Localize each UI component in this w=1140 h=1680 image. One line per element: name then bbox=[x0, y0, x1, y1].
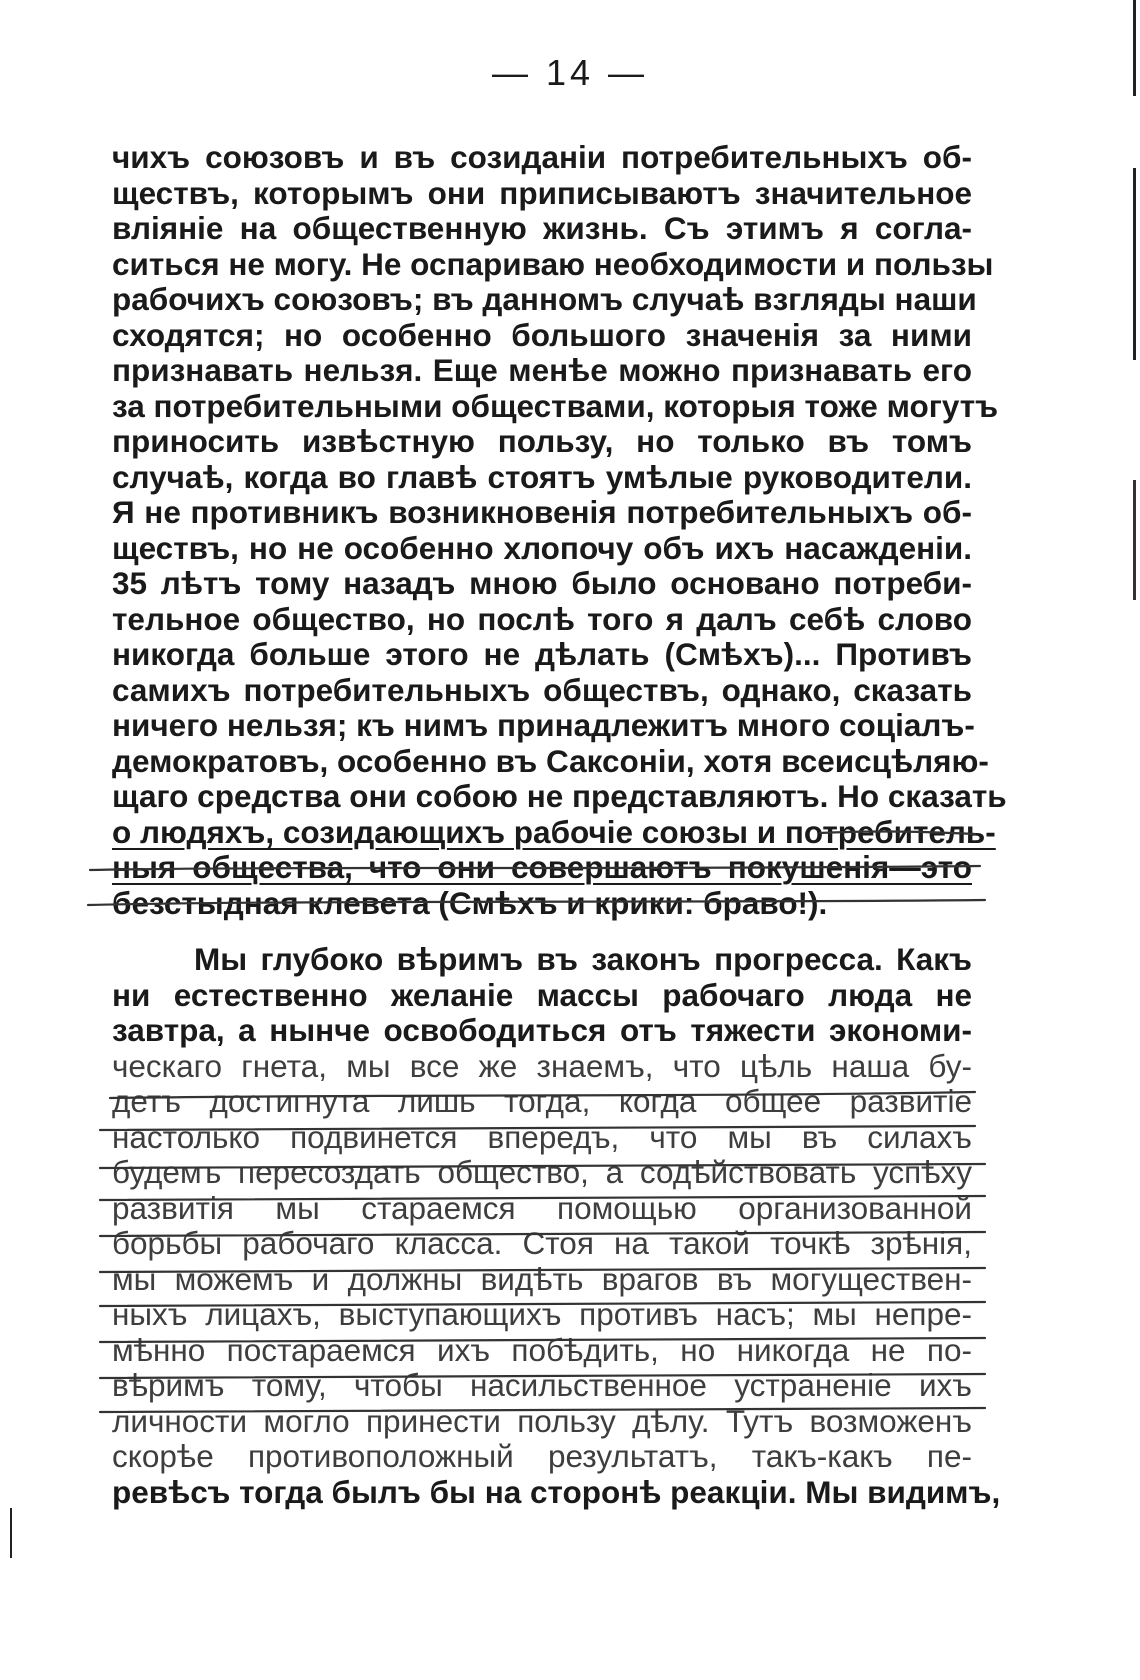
text-line: Мы глубоко вѣримъ въ законъ прогресса. Какъ bbox=[194, 941, 972, 977]
text-line: настолько подвинется впередъ, что мы въ силахъ bbox=[112, 1118, 972, 1155]
text-line: ществъ, но не особенно хлопочу объ ихъ насажденіи. bbox=[112, 529, 972, 566]
text-line: самихъ потребительныхъ обществъ, однако, сказать bbox=[112, 671, 972, 708]
text-line: случаѣ, когда во главѣ стоятъ умѣлые руководители. bbox=[112, 458, 972, 495]
text-line: безстыдная клевета (Смѣхъ и крики: браво!). bbox=[112, 884, 828, 921]
text-line: мы можемъ и должны видѣть врагов въ могуществен- bbox=[112, 1260, 972, 1297]
text-line: чихъ союзовъ и въ созиданіи потребительныхъ об- bbox=[112, 139, 972, 175]
text-line: будемъ пересоздать общество, а содѣйствовать успѣху bbox=[112, 1154, 972, 1190]
text-line: приносить извѣстную пользу, но только въ томъ bbox=[112, 423, 972, 459]
text-line: развитія мы стараемся помощью организованной bbox=[112, 1189, 972, 1226]
text-line: щаго средства они собою не представляютъ. Но сказать bbox=[112, 778, 1007, 814]
text-line: демократовъ, особенно въ Саксоніи, хотя всеисцѣляю- bbox=[112, 742, 989, 779]
text-line: вліяніе на общественную жизнь. Съ этимъ я согла- bbox=[112, 210, 972, 246]
scan-edge-mark bbox=[1133, 0, 1136, 1200]
scan-edge-mark bbox=[10, 1508, 12, 1558]
text-line: вѣримъ тому, чтобы насильственное устраненіе ихъ bbox=[112, 1367, 972, 1403]
text-line: 35 лѣтъ тому назадъ мною было основано потреби- bbox=[112, 565, 972, 601]
text-line: ситься не могу. Не оспариваю необходимости и пользы bbox=[112, 245, 994, 282]
page-number: — 14 — bbox=[491, 52, 649, 93]
paragraph-1 bbox=[112, 139, 1007, 921]
text-line: личности могло принести пользу дѣлу. Тутъ возможенъ bbox=[112, 1402, 972, 1439]
text-line: ревѣсъ тогда былъ бы на сторонѣ реакціи. Мы видимъ, bbox=[112, 1473, 1001, 1510]
text-line: рабочихъ союзовъ; въ данномъ случаѣ взгляды наши bbox=[112, 281, 977, 317]
text-line: за потребительными обществами, которыя тоже могутъ bbox=[112, 387, 999, 424]
text-line: борьбы рабочаго класса. Стоя на такой точкѣ зрѣнія, bbox=[112, 1225, 972, 1261]
text-line: детъ достигнута лишь тогда, когда общее развитіе bbox=[112, 1083, 972, 1119]
text-line: скорѣе противоположный результатъ, такъ-какъ пе- bbox=[112, 1438, 972, 1474]
text-line: мѣнно постараемся ихъ побѣдить, но никогда не по- bbox=[112, 1331, 972, 1368]
text-line: тельное общество, но послѣ того я далъ себѣ слово bbox=[112, 600, 972, 637]
text-line: ныхъ лицахъ, выступающихъ противъ насъ; мы непре- bbox=[112, 1296, 972, 1332]
text-line: сходятся; но особенно большого значенія за ними bbox=[112, 316, 972, 353]
text-line: ничего нельзя; къ нимъ принадлежитъ много соціалъ- bbox=[112, 707, 975, 743]
text-line-underlined: о людяхъ, созидающихъ рабочіе союзы и потребитель- bbox=[112, 813, 996, 850]
text-line: Я не противникъ возникновенія потребительныхъ об- bbox=[112, 494, 972, 530]
text-line: ществъ, которымъ они приписываютъ значительное bbox=[112, 174, 972, 211]
text-line-underlined: ныя общества, что они совершаютъ покушенія—это bbox=[112, 849, 972, 885]
text-line: признавать нельзя. Еще менѣе можно признавать его bbox=[112, 352, 972, 388]
text-line: ни естественно желаніе массы рабочаго люда не bbox=[112, 976, 972, 1013]
text-line: никогда больше этого не дѣлать (Смѣхъ)... Противъ bbox=[112, 636, 972, 672]
paragraph-2 bbox=[112, 941, 1001, 1510]
text-line: ческаго гнета, мы все же знаемъ, что цѣль наша бу- bbox=[112, 1047, 972, 1084]
text-line: завтра, а нынче освободиться отъ тяжести экономи- bbox=[112, 1012, 972, 1048]
